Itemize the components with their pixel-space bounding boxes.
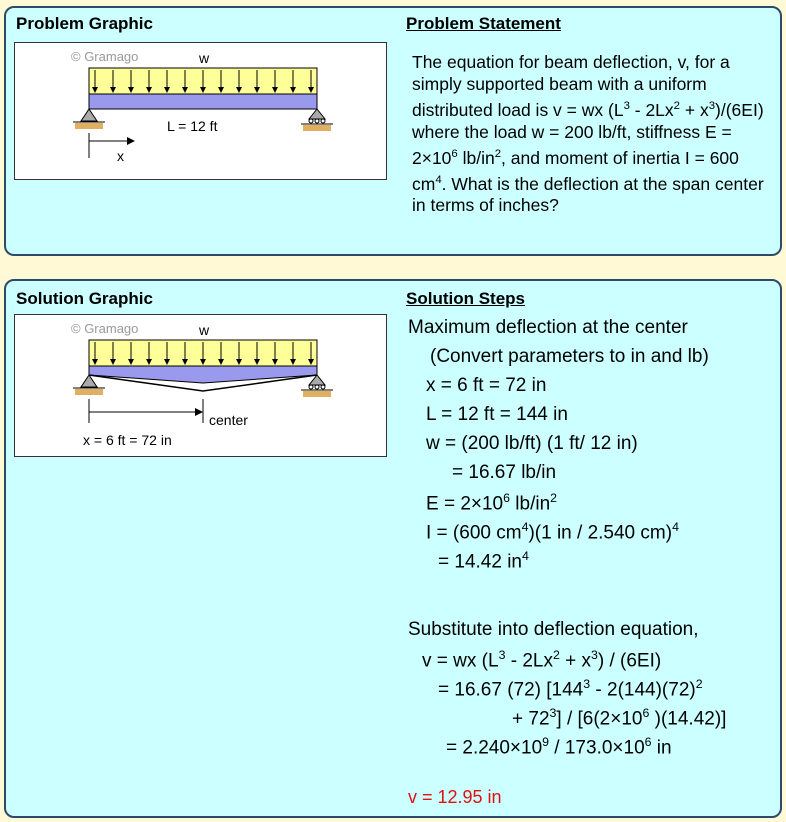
step-i-result: = 14.42 $in^4$ (438, 549, 529, 573)
step-e: $E = 2\times 10^6$ $lb/in^2$ (426, 491, 558, 515)
solution-panel (4, 279, 782, 818)
final-answer: v = 12.95 in (408, 787, 502, 807)
step-intro: Maximum deflection at the center (408, 317, 688, 338)
step-l: L = 12 ft = 144 in (426, 404, 568, 425)
watermark: © Gramago (71, 49, 139, 64)
step-i: I = (600 $cm^4)(1$ in / 2.540 cm)$^4$ (426, 520, 679, 544)
ground-right (303, 391, 331, 397)
step-convert-note: (Convert parameters to in and lb) (430, 346, 709, 367)
solution-beam-figure (14, 314, 387, 457)
roller-support (309, 109, 325, 119)
problem-panel (4, 6, 782, 256)
beam (89, 94, 317, 109)
center-label: center (209, 412, 248, 428)
step-w: w = (200 lb/ft) (1 ft/ 12 in) (426, 433, 638, 454)
step-simplify: = $2.240\times 10^9 / 173.0\times 10^6$ in (446, 735, 672, 759)
problem-beam-diagram (15, 43, 386, 179)
step-equation: v = wx $(L^3 - 2Lx^2 + x^3) / (6EI)$ (422, 648, 662, 672)
problem-beam-figure (14, 42, 387, 180)
solution-graphic-title: Solution Graphic (16, 289, 153, 308)
problem-graphic-title: Problem Graphic (16, 14, 153, 33)
pin-support (81, 109, 97, 121)
ground-left (75, 123, 103, 129)
solution-beam-diagram (15, 315, 386, 456)
step-w-result: = 16.67 lb/in (452, 462, 557, 483)
pin-support (81, 375, 97, 387)
step-plug-in-2: + $72^3] / [6(2\times 10^6$ )(14.42)] (512, 706, 727, 730)
solution-steps-title: Solution Steps (406, 289, 525, 308)
ground-right (303, 125, 331, 131)
load-label: w (199, 50, 210, 66)
watermark: © Gramago (71, 321, 139, 336)
load-label: w (199, 322, 210, 338)
problem-statement: The equation for beam deflection, v, for a simply supported beam with a uniform distributed load is v = wx $(L^3 - 2Lx^2 + x^3)/(6EI)$ where the load w = 200 lb/ft, stiffness $E = 2\times 10^6$ $lb/in^2$, and moment of inertia I = 600 $cm^4$. What is the deflection at the span center in terms of inches? (412, 52, 764, 216)
problem-statement-title: Problem Statement (406, 14, 561, 33)
x-label: x (117, 148, 124, 164)
step-plug-in-1: = 16.67 (72) [$144^3 - 2(144)(72)^2$ (438, 677, 703, 701)
step-substitute: Substitute into deflection equation, (408, 619, 699, 640)
x-value-label: x = 6 ft = 72 in (83, 432, 172, 448)
ground-left (75, 389, 103, 395)
length-label: L = 12 ft (167, 118, 218, 134)
step-x: x = 6 ft = 72 in (426, 375, 547, 396)
